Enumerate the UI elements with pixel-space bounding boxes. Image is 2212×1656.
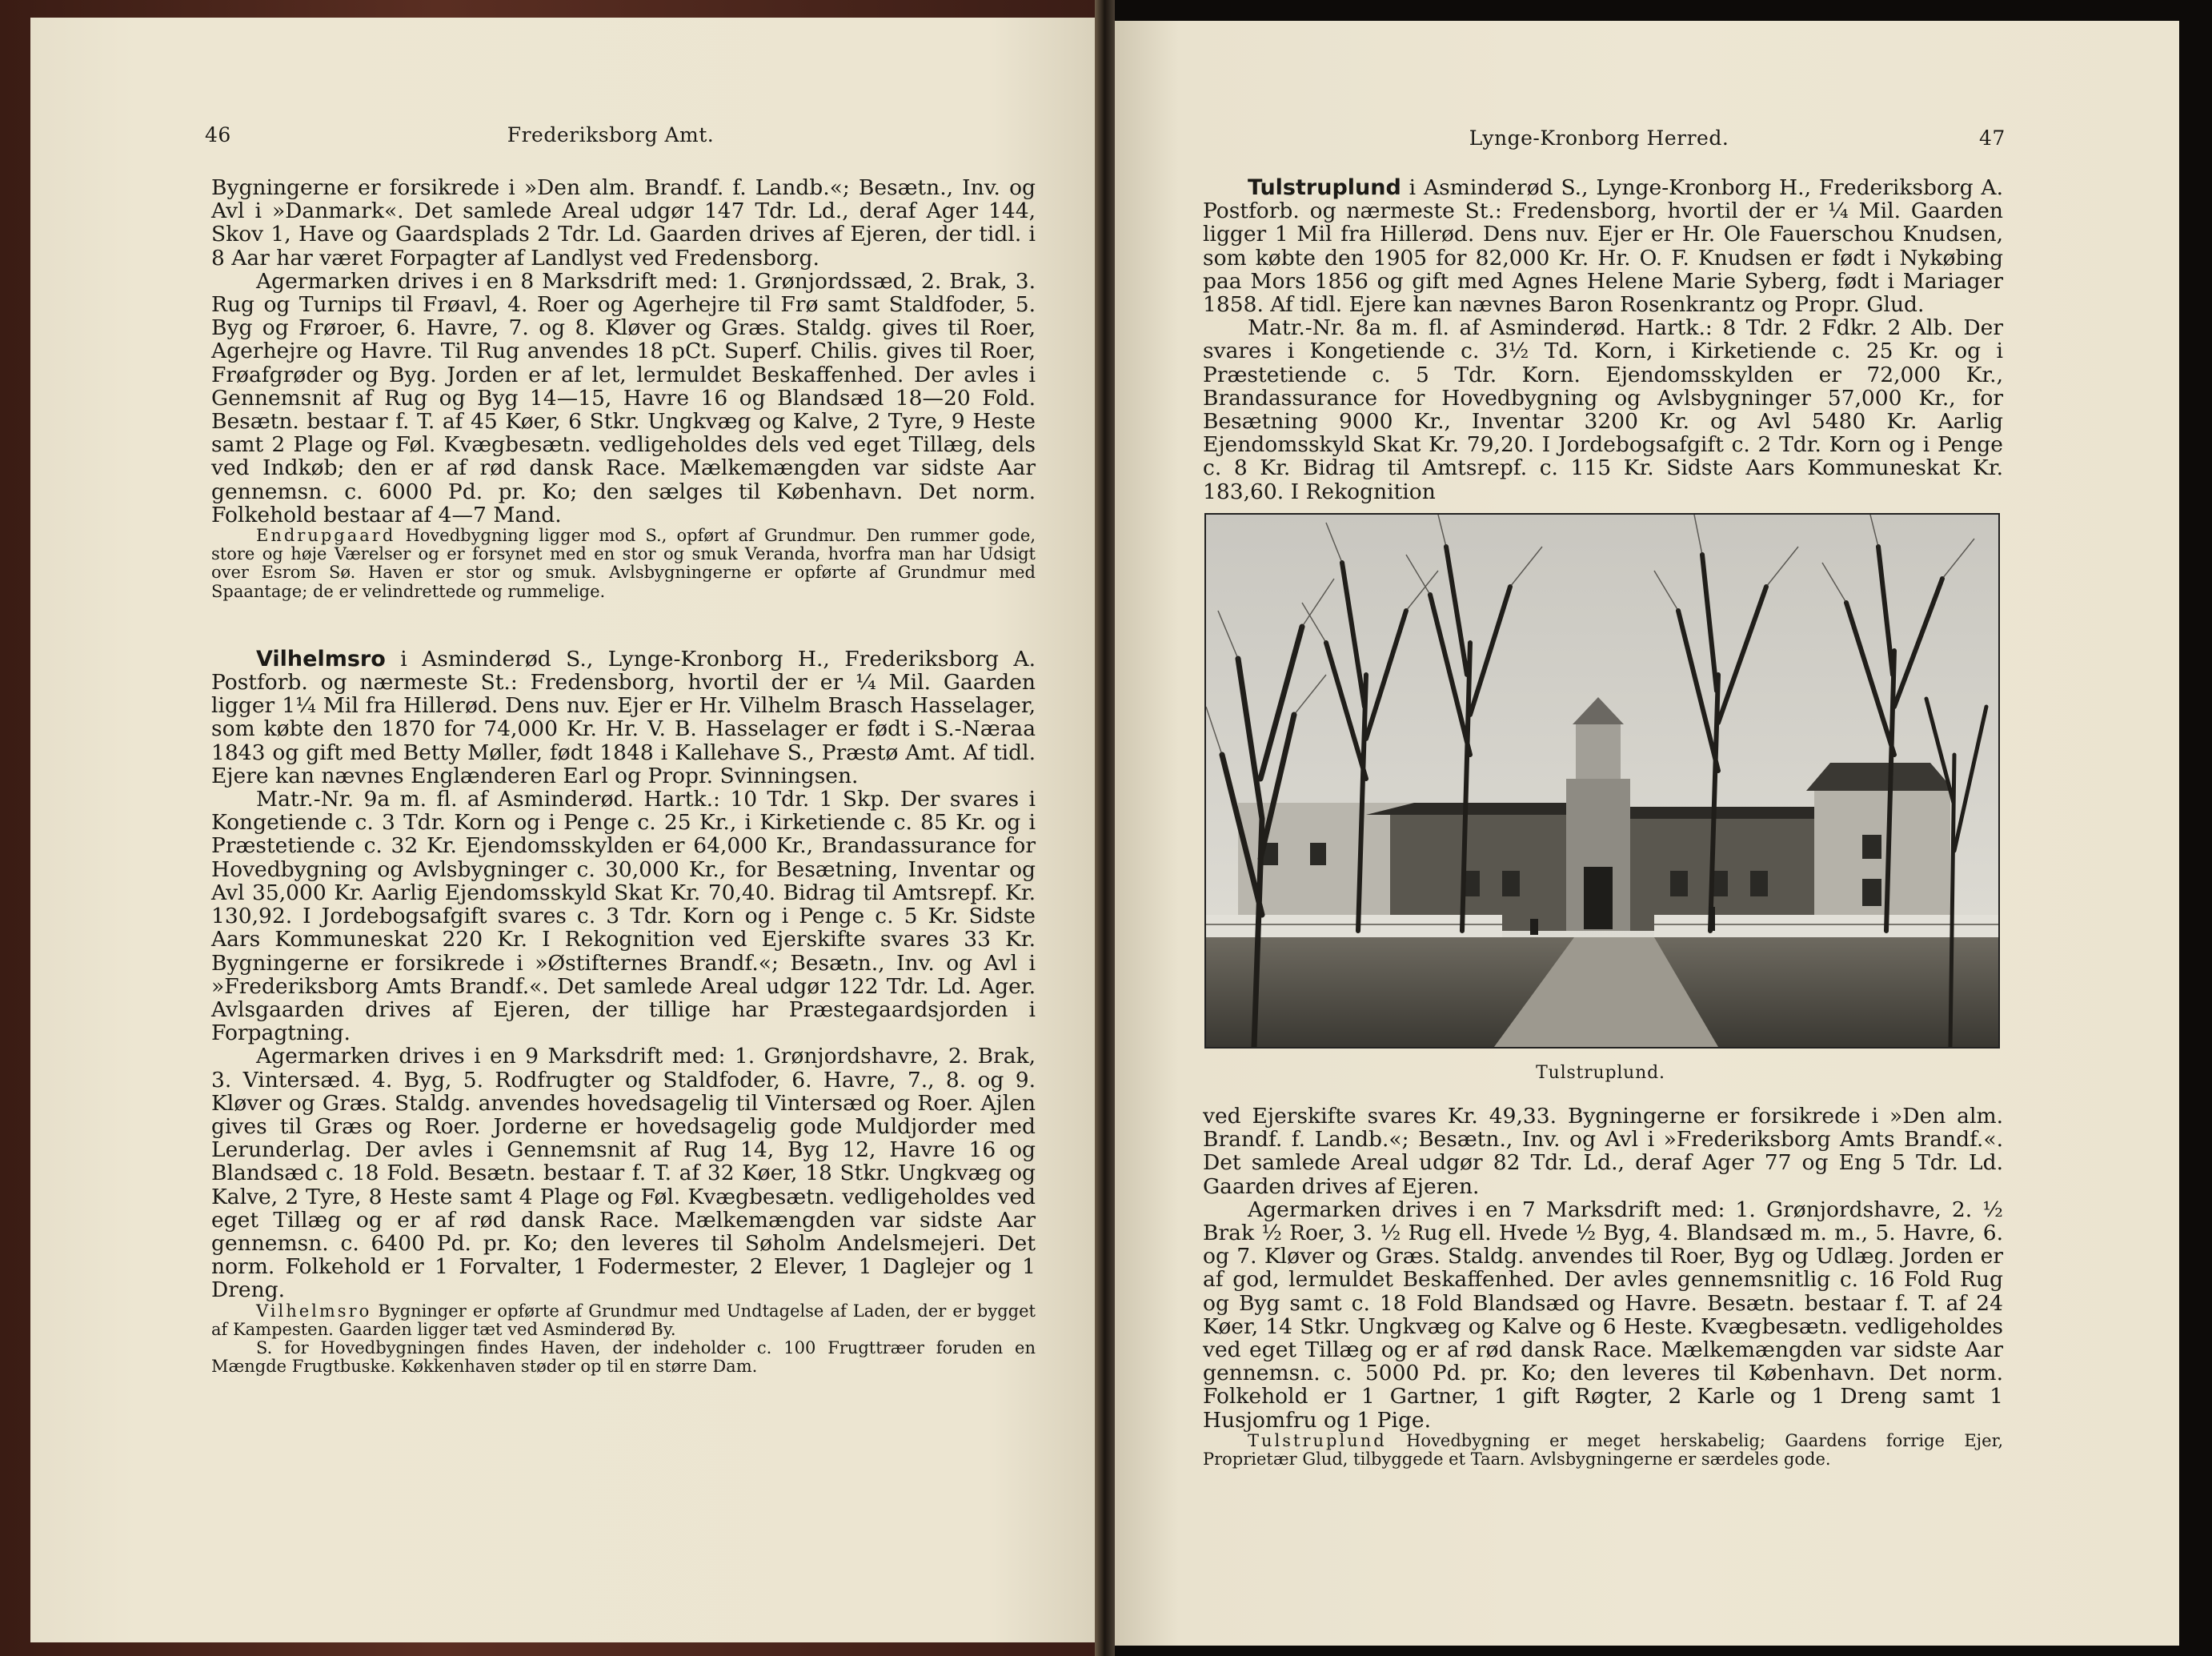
entry-title: Vilhelmsro [256, 646, 386, 672]
entry-paragraph [211, 648, 1036, 788]
manor-photograph [1206, 515, 1998, 1047]
note-paragraph [211, 1302, 1036, 1339]
body-paragraph [1203, 1198, 2003, 1432]
left-page-number: 46 [205, 123, 231, 146]
right-running-head [1115, 126, 2179, 158]
paragraph-text: Matr.-Nr. 8a m. fl. af Asminderød. Hartk.: 8 Tdr. 2 Fdkr. 2 Alb. Der svares i Kongetiende c. 3½ Td. Korn, i Kirketiende c. 25 Kr. og i Præstetiende c. 5 Tdr. Korn. Ejendomsskylden er 72,000 Kr., Brandassurance for Hovedbygning og Avlsbygninger 57,000 Kr., for Besætning 9000 Kr., Inventar 3200 Kr. og Avl 5480 Kr. Aarlig Ejendomsskyld Skat Kr. 79,20. I Jordebogsafgift c. 2 Tdr. Korn og i Penge c. 8 Kr. Bidrag til Amtsrepf. c. 115 Kr. Sidste Aars Kommuneskat Kr. 183,60. I Rekognition [1203, 315, 2003, 504]
paragraph-text: Agermarken drives i en 7 Marksdrift med: 1. Grønjordshavre, 2. ½ Brak ½ Roer, 3. ½ Rug ell. Hvede ½ Byg, 4. Blandsæd m. m., 5. Havre, 6. og 7. Kløver og Græs. Staldg. anvendes til Roer, Byg og Udlæg. Jorden er af god, lermuldet Beskaffenhed. Der avles gennemsnitlig c. 16 Fold Rug og Byg samt c. 18 Fold Blandsæd og Havre. Besætn. bestaar f. T. af 24 Køer, 14 Stkr. Ungkvæg og Kalve og 6 Heste. Kvægbesætn. vedligeholdes ved eget Tillæg og er af rød dansk Race. Mælkemængden var sidste Aar gennemsn. c. 5000 Pd. pr. Ko; den leveres til København. Det norm. Folkehold er 1 Gartner, 1 gift Røgter, 2 Karle og 1 Dreng samt 1 Husjomfru og 1 Pige. [1203, 1197, 2003, 1433]
section-gap [211, 601, 1036, 648]
tulstruplund-photo [1204, 513, 2000, 1049]
body-paragraph [1203, 1105, 2003, 1198]
body-paragraph [211, 270, 1036, 527]
right-running-title: Lynge-Kronborg Herred. [1469, 126, 1729, 150]
note-lead: Tulstruplund [1248, 1430, 1387, 1450]
note-lead: Endrupgaard [256, 526, 396, 546]
paragraph-text: Hovedbygning ligger mod S., opført af Grundmur. Den rummer gode, store og høje Værelser og er forsynet med en stor og smuk Veranda, hvorfra man har Udsigt over Esrom Sø. Haven er stor og smuk. Avlsbygningerne er opførte af Grundmur med Spaantage; de er velindrettede og rummelige. [211, 526, 1036, 601]
right-page [1115, 21, 2179, 1646]
paragraph-text: Agermarken drives i en 8 Marksdrift med: 1. Grønjordssæd, 2. Brak, 3. Rug og Turnips til Frøavl, 4. Roer og Agerhejre til Frø samt Staldfoder, 5. Byg og Frøroer, 6. Havre, 7. og 8. Kløver og Græs. Staldg. gives til Roer, Agerhejre og Havre. Til Rug anvendes 18 pCt. Superf. Chilis. gives til Roer, Frøafgrøder og Byg. Jorden er af let, lermuldet Beskaffenhed. Der avles i Gennemsnit af Rug og Byg 14—15, Havre 16 og Blandsæd 18—20 Fold. Besætn. bestaar f. T. af 45 Køer, 6 Stkr. Ungkvæg og Kalve, 2 Tyre, 9 Heste samt 2 Plage og Føl. Kvægbesætn. vedligeholdes dels ved eget Tillæg, dels ved Indkøb; den er af rød dansk Race. Mælkemængden var sidste Aar gennemsn. c. 6000 Pd. pr. Ko; den sælges til København. Det norm. Folkehold bestaar af 4—7 Mand. [211, 268, 1036, 527]
paragraph-text: S. for Hovedbygningen findes Haven, der indeholder c. 100 Frugttræer foruden en Mængde Frugtbuske. Køkkenhaven støder op til en større Dam. [211, 1337, 1036, 1377]
left-page [30, 18, 1095, 1642]
paragraph-text: Hovedbygning er meget herskabelig; Gaardens forrige Ejer, Proprietær Glud, tilbyggede et Taarn. Avlsbygningerne er særdeles gode. [1203, 1430, 2003, 1470]
paragraph-text: Bygningerne er forsikrede i »Den alm. Brandf. f. Landb.«; Besætn., Inv. og Avl i »Danmark«. Det samlede Areal udgør 147 Tdr. Ld., deraf Ager 144, Skov 1, Have og Gaardsplads 2 Tdr. Ld. Gaarden drives af Ejeren, der tidl. i 8 Aar har været Forpagter af Landlyst ved Fredensborg. [211, 175, 1036, 271]
note-paragraph [1203, 1432, 2003, 1469]
paragraph-text: ved Ejerskifte svares Kr. 49,33. Bygningerne er forsikrede i »Den alm. Brandf. f. Landb.«; Besætn., Inv. og Avl i »Frederiksborg Amts Brandf.«. Det samlede Areal udgør 82 Tdr. Ld., deraf Ager 77 og Eng 5 Tdr. Ld. Gaarden drives af Ejeren. [1203, 1104, 2003, 1199]
left-running-head [30, 123, 1095, 155]
left-text-column [211, 176, 1036, 1376]
photo-caption: Tulstruplund. [1536, 1063, 1665, 1083]
note-paragraph [211, 527, 1036, 601]
note-lead: Vilhelmsro [256, 1301, 372, 1321]
right-page-number: 47 [1979, 126, 2006, 150]
left-running-title: Frederiksborg Amt. [507, 123, 715, 146]
entry-paragraph [1203, 176, 2003, 316]
body-paragraph [211, 788, 1036, 1045]
paragraph-text: Matr.-Nr. 9a m. fl. af Asminderød. Hartk.: 10 Tdr. 1 Skp. Der svares i Kongetiende c. 3 Tdr. Korn og i Penge c. 25 Kr., i Kirketiende c. 85 Kr. og i Præstetiende c. 32 Kr. Ejendomsskylden er 64,000 Kr., Brandassurance for Hovedbygning og Avlsbygninger c. 30,000 Kr., for Besætning, Inventar og Avl 35,000 Kr. Aarlig Ejendomsskyld Skat Kr. 70,40. Bidrag til Amtsrepf. Kr. 130,92. I Jordebogsafgift svares c. 3 Tdr. Korn og i Penge c. 5 Kr. Sidste Aars Kommuneskat 220 Kr. I Rekognition ved Ejerskifte svares 33 Kr. Bygningerne er forsikrede i »Østifternes Brandf.«; Besætn., Inv. og Avl i »Frederiksborg Amts Brandf.«. Det samlede Areal udgør 122 Tdr. Ld. Ager. Avlsgaarden drives af Ejeren, der tillige har Præstegaardsjorden i Forpagtning. [211, 787, 1036, 1046]
right-text-column-bottom [1203, 1105, 2003, 1469]
note-paragraph [211, 1339, 1036, 1376]
entry-title: Tulstruplund [1248, 175, 1401, 200]
right-text-column-top [1203, 176, 2003, 503]
body-paragraph [1203, 316, 2003, 503]
book-gutter [1095, 0, 1115, 1656]
paragraph-text: i Asminderød S., Lynge-Kronborg H., Frederiksborg A. Postforb. og nærmeste St.: Fredensborg, hvortil der er ¼ Mil. Gaarden ligger 1 Mil fra Hillerød. Dens nuv. Ejer er Hr. Ole Fauerschou Knudsen, som købte den 1905 for 82,000 Kr. Hr. O. F. Knudsen er født i Nykøbing paa Mors 1856 og gift med Agnes Helene Marie Syberg, født i Mariager 1858. Af tidl. Ejere kan nævnes Baron Rosenkrantz og Propr. Glud. [1203, 175, 2003, 318]
paragraph-text: Bygninger er opførte af Grundmur med Undtagelse af Laden, der er bygget af Kampesten. Gaarden ligger tæt ved Asminderød By. [211, 1301, 1036, 1339]
paragraph-text: Agermarken drives i en 9 Marksdrift med: 1. Grønjordshavre, 2. Brak, 3. Vintersæd. 4. Byg, 5. Rodfrugter og Staldfoder, 6. Havre, 7., 8. og 9. Kløver og Græs. Staldg. anvendes hovedsagelig til Vintersæd og Roer. Ajlen gives til Græs og Roer. Jorderne er hovedsagelig gode Muldjorder med Lerunderlag. Der avles i Gennemsnit af Rug 14, Byg 12, Havre 16 og Blandsæd c. 18 Fold. Besætn. bestaar f. T. af 32 Køer, 18 Stkr. Ungkvæg og Kalve, 2 Tyre, 8 Heste samt 4 Plage og Føl. Kvægbesætn. vedligeholdes ved eget Tillæg og er af rød dansk Race. Mælkemængden var sidste Aar gennemsn. c. 6400 Pd. pr. Ko; den leveres til Søholm Andelsmejeri. Det norm. Folkehold er 1 Forvalter, 1 Fodermester, 2 Elever, 1 Daglejer og 1 Dreng. [211, 1044, 1036, 1303]
body-paragraph [211, 1045, 1036, 1301]
body-paragraph [211, 176, 1036, 270]
paragraph-text: i Asminderød S., Lynge-Kronborg H., Frederiksborg A. Postforb. og nærmeste St.: Fredensborg, hvortil der er ¼ Mil. Gaarden ligger 1¼ Mil fra Hillerød. Dens nuv. Ejer er Hr. Vilhelm Brasch Hasselager, som købte den 1870 for 74,000 Kr. Hr. V. B. Hasselager er født i S.-Næraa 1843 og gift med Betty Møller, født 1848 i Kallehave S., Præstø Amt. Af tidl. Ejere kan nævnes Englænderen Earl og Propr. Svinningsen. [211, 646, 1036, 788]
